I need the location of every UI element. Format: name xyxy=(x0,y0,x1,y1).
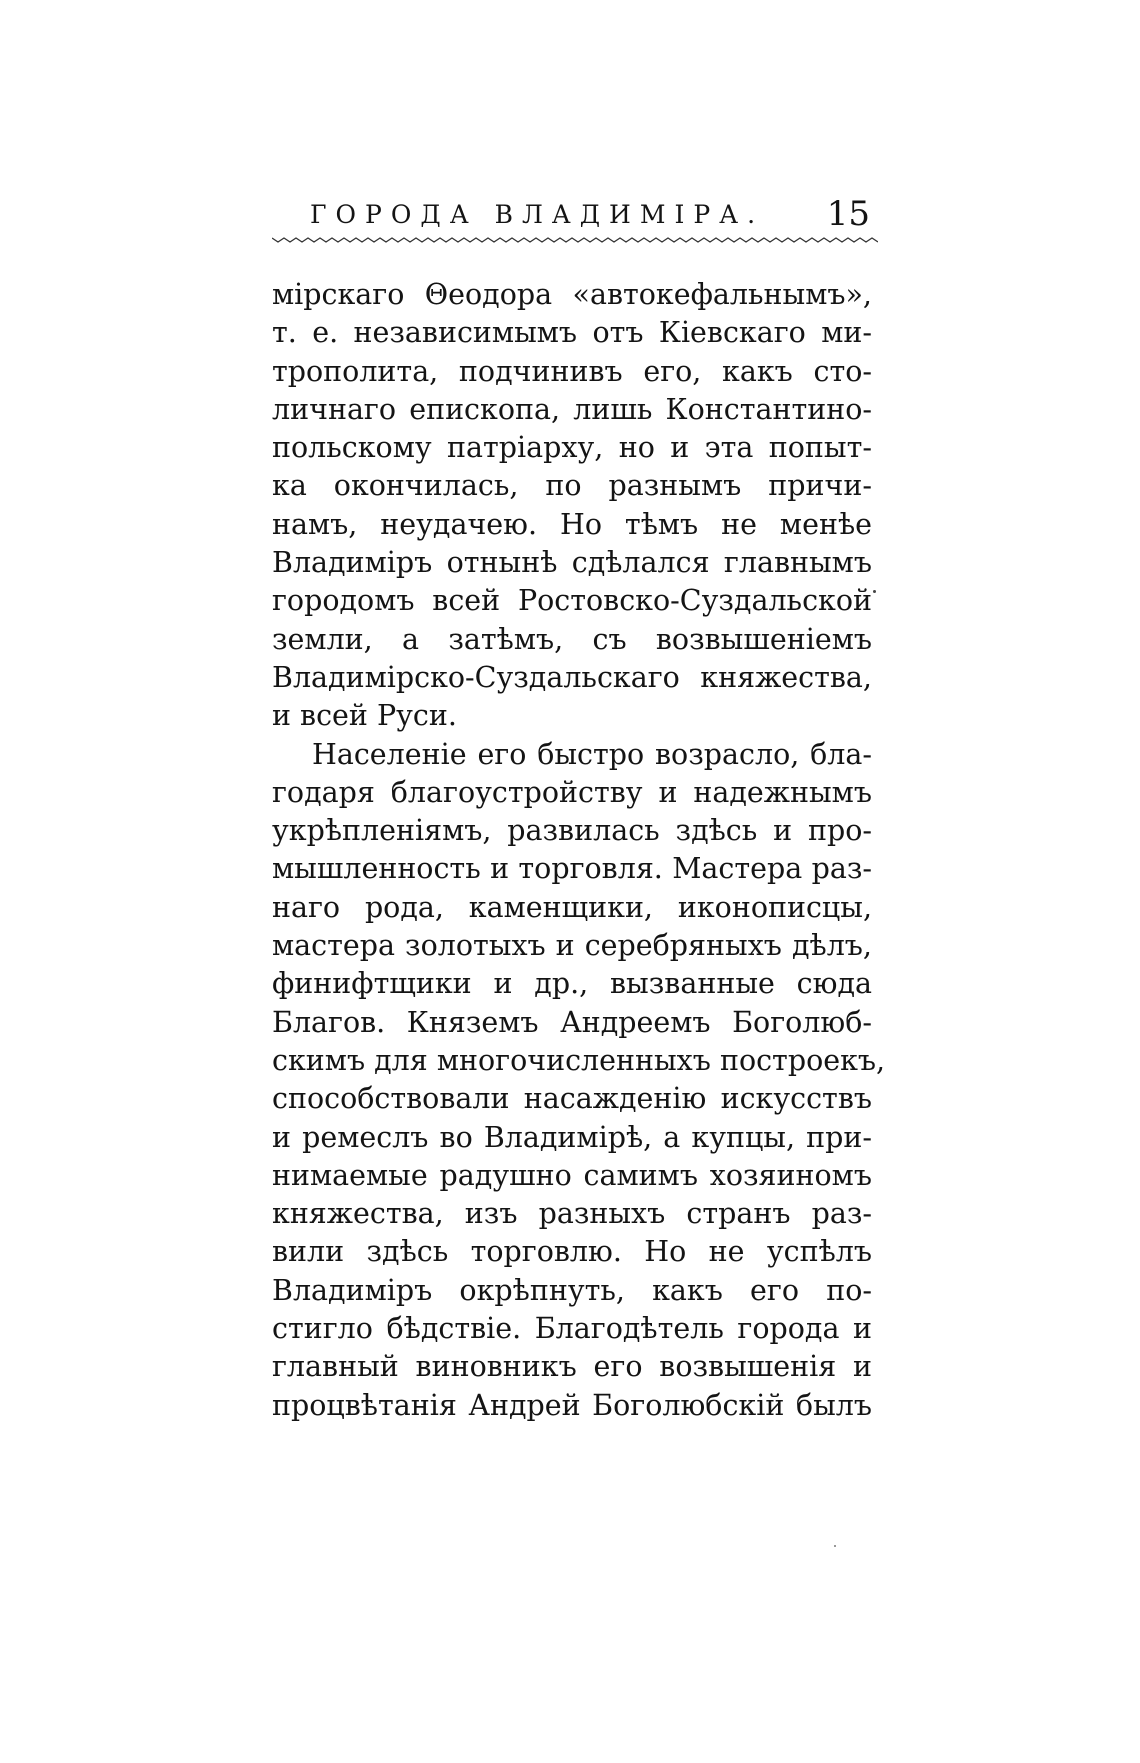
paper-speck xyxy=(834,1545,836,1547)
body-text xyxy=(272,276,886,1425)
text-line: скимъ для многочисленныхъ построекъ, xyxy=(272,1043,886,1077)
text-line: Владиміръ отнынѣ сдѣлался главнымъ xyxy=(272,546,872,580)
text-line: процвѣтанія Андрей Боголюбскій былъ xyxy=(272,1388,872,1422)
text-line: Владимірско-Суздальскаго княжества, xyxy=(272,660,872,694)
text-line: главный виновникъ его возвышенія и xyxy=(272,1350,872,1384)
text-line: финифтщики и др., вызванные сюда xyxy=(272,967,872,1001)
margin-speck xyxy=(873,590,876,593)
ornamental-rule xyxy=(272,236,878,244)
page-number: 15 xyxy=(826,194,870,234)
text-line: Владиміръ окрѣпнуть, какъ его по- xyxy=(272,1273,872,1307)
text-line: нимаемые радушно самимъ хозяиномъ xyxy=(272,1158,872,1192)
text-line: мірскаго Θеодора «автокефальнымъ», xyxy=(272,278,872,311)
text-line: наго рода, каменщики, иконописцы, xyxy=(272,890,872,924)
text-line: Населеніе его быстро возрасло, бла- xyxy=(312,737,872,771)
text-line: т. е. независимымъ отъ Кіевскаго ми- xyxy=(272,316,872,350)
text-line: трополита, подчинивъ его, какъ сто- xyxy=(272,354,872,388)
text-line: мышленность и торговля. Мастера раз- xyxy=(272,852,872,886)
text-line: земли, а затѣмъ, съ возвышеніемъ xyxy=(272,622,872,656)
text-line: намъ, неудачею. Но тѣмъ не менѣе xyxy=(272,507,872,541)
text-line: польскому патріарху, но и эта попыт- xyxy=(272,431,872,465)
text-line: Благов. Княземъ Андреемъ Боголюб- xyxy=(272,1005,872,1039)
text-line: годаря благоустройству и надежнымъ xyxy=(272,775,872,809)
text-line: княжества, изъ разныхъ странъ раз- xyxy=(272,1197,872,1231)
text-line: способствовали насажденію искусствъ xyxy=(272,1082,872,1116)
text-line: и всей Руси. xyxy=(272,699,457,733)
text-line: и ремеслъ во Владимірѣ, а купцы, при- xyxy=(272,1120,872,1154)
text-line: личнаго епископа, лишь Константино- xyxy=(272,392,872,426)
text-line: стигло бѣдствіе. Благодѣтель города и xyxy=(272,1312,872,1346)
text-line: мастера золотыхъ и серебряныхъ дѣлъ, xyxy=(272,929,872,963)
running-title: ГОРОДА ВЛАДИМІРА. xyxy=(310,200,765,229)
text-line: ка окончилась, по разнымъ причи- xyxy=(272,469,872,503)
running-head xyxy=(272,194,878,248)
text-line: укрѣпленіямъ, развилась здѣсь и про- xyxy=(272,814,872,848)
text-line: вили здѣсь торговлю. Но не успѣлъ xyxy=(272,1235,872,1269)
text-line: городомъ всей Ростовско-Суздальской xyxy=(272,584,872,618)
